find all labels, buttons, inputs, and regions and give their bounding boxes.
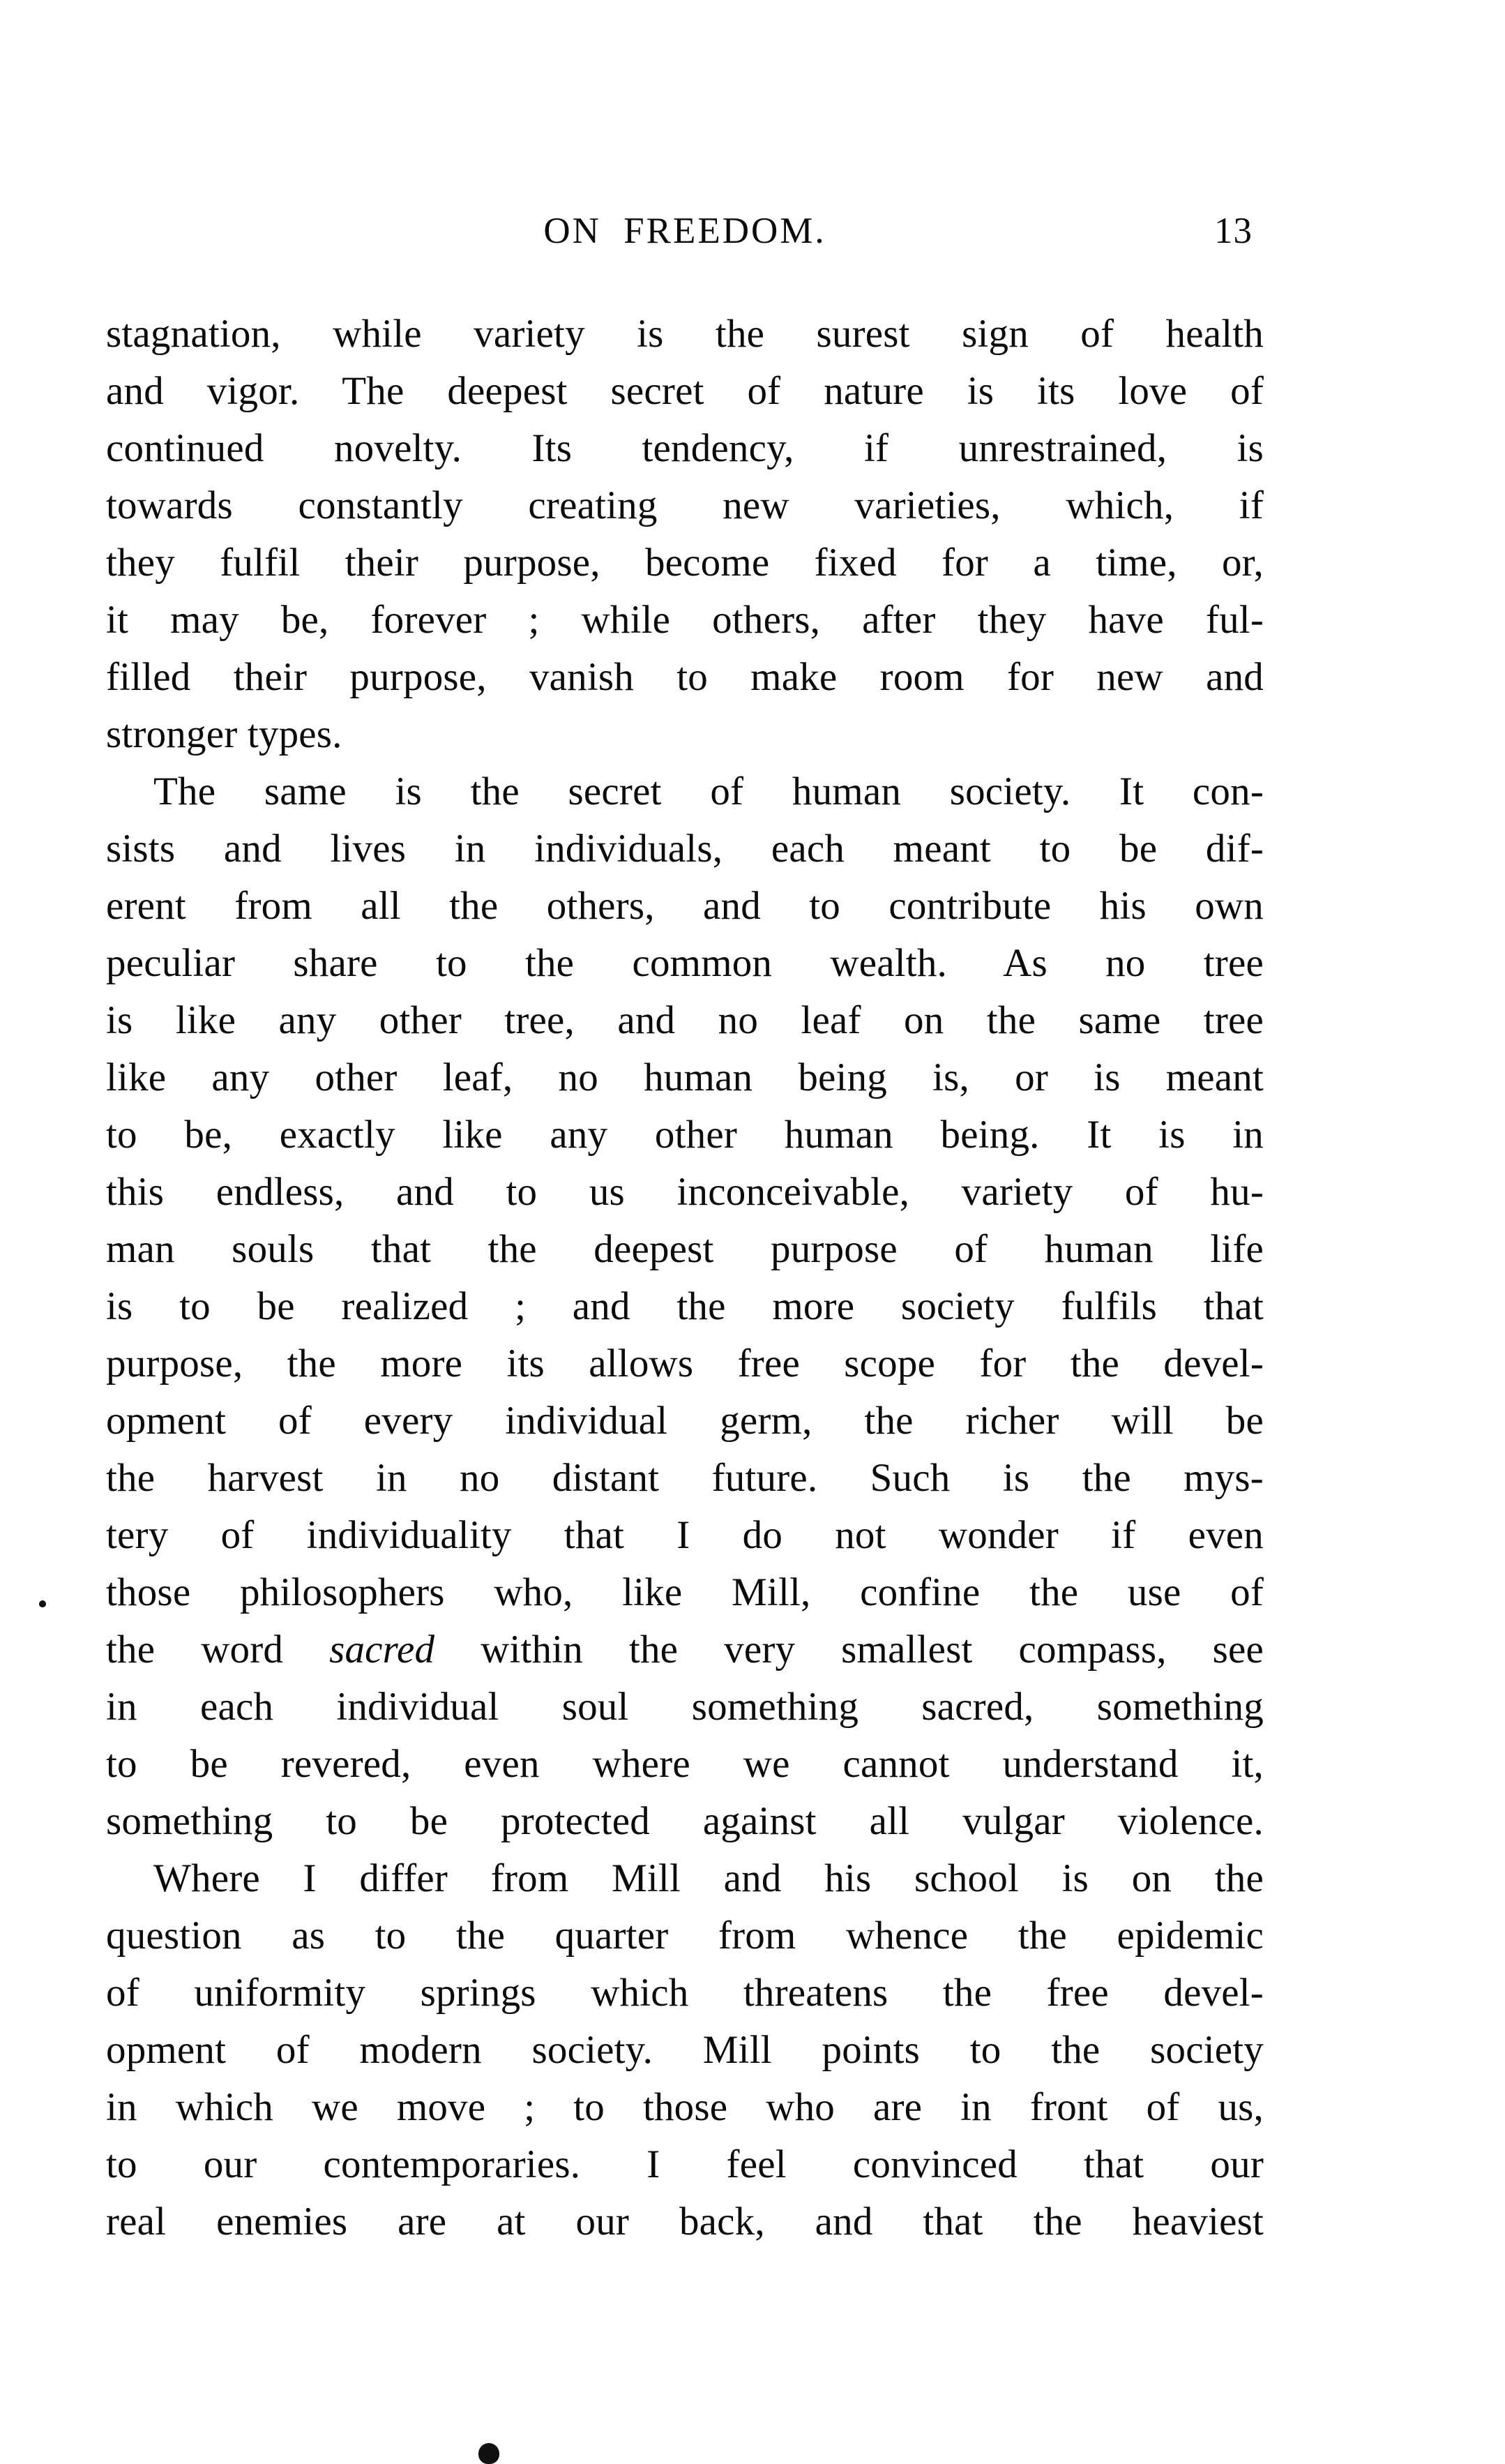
running-header (106, 209, 1264, 253)
text-line: question as to the quarter from whence the epidemic (106, 1914, 1264, 1958)
text-line: The same is the secret of human society. It con- (153, 769, 1264, 813)
text-line: to be, exactly like any other human being. It is in (106, 1113, 1264, 1157)
text-line: tery of individuality that I do not wonder if even (106, 1513, 1264, 1557)
text-line: filled their purpose, vanish to make room for new and (106, 655, 1264, 699)
text-line: the harvest in no distant future. Such is the mys- (106, 1456, 1264, 1500)
paragraph (106, 763, 1264, 1850)
text-line (106, 1621, 1264, 1678)
text-line: in which we move ; to those who are in front of us, (106, 2085, 1264, 2129)
text-line: they fulfil their purpose, become fixed for a time, or, (106, 541, 1264, 585)
text-line: stronger types. (106, 712, 342, 756)
text-segment: within the very smallest compass, see (434, 1628, 1264, 1672)
paragraph (106, 306, 1264, 763)
italic-word: sacred (329, 1628, 435, 1672)
text-line: man souls that the deepest purpose of human life (106, 1227, 1264, 1271)
text-line: erent from all the others, and to contribute his own (106, 884, 1264, 928)
text-line: purpose, the more its allows free scope for the devel- (106, 1342, 1264, 1385)
text-line: real enemies are at our back, and that the heaviest (106, 2200, 1264, 2244)
text-line: of uniformity springs which threatens the free devel- (106, 1971, 1264, 2015)
text-line: to be revered, even where we cannot understand it, (106, 1742, 1264, 1786)
text-block (106, 306, 1264, 2251)
text-line: it may be, forever ; while others, after they have ful- (106, 598, 1264, 642)
paragraph (106, 1850, 1264, 2251)
text-line: to our contemporaries. I feel convinced that our (106, 2142, 1264, 2186)
text-line: peculiar share to the common wealth. As no tree (106, 941, 1264, 985)
text-line: continued novelty. Its tendency, if unrestrained, is (106, 426, 1264, 470)
text-line: is to be realized ; and the more society fulfils that (106, 1284, 1264, 1328)
header-title: ON FREEDOM. (543, 211, 826, 251)
text-line: like any other leaf, no human being is, or is meant (106, 1056, 1264, 1099)
text-line: towards constantly creating new varieties, which, if (106, 483, 1264, 527)
text-line: stagnation, while variety is the surest sign of health (106, 312, 1264, 356)
text-line: those philosophers who, like Mill, confine the use of (106, 1570, 1264, 1614)
text-line: opment of every individual germ, the richer will be (106, 1399, 1264, 1443)
text-line: sists and lives in individuals, each meant to be dif- (106, 827, 1264, 871)
text-line: is like any other tree, and no leaf on the same tree (106, 998, 1264, 1042)
text-line: this endless, and to us inconceivable, variety of hu- (106, 1170, 1264, 1214)
text-line: in each individual soul something sacred, something (106, 1685, 1264, 1729)
ink-speck (39, 1600, 46, 1607)
text-segment: the word (106, 1628, 330, 1672)
text-line: something to be protected against all vulgar violence. (106, 1799, 1264, 1843)
text-line: opment of modern society. Mill points to the society (106, 2028, 1264, 2072)
text-line: Where I differ from Mill and his school is on the (153, 1856, 1264, 1900)
text-line: and vigor. The deepest secret of nature is its love of (106, 369, 1264, 413)
page-number: 13 (1214, 211, 1253, 251)
